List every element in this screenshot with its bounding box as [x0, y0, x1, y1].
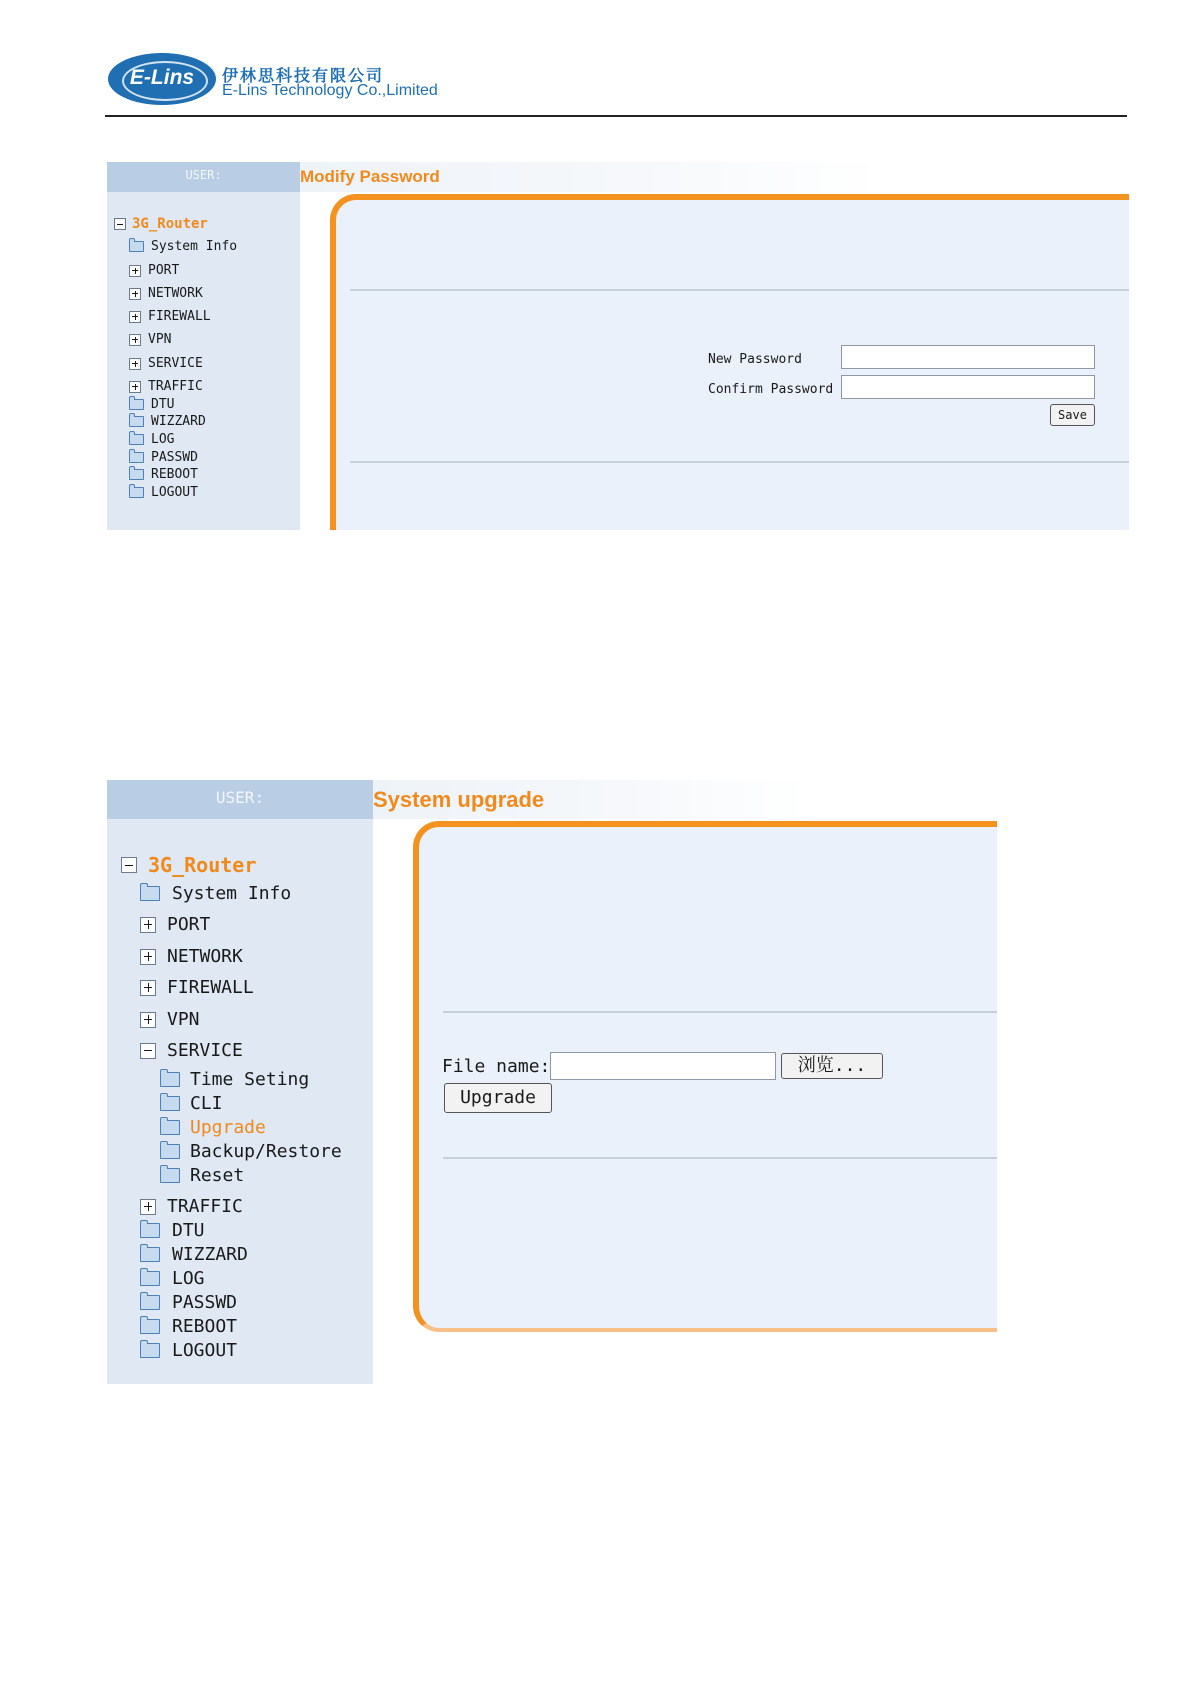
tree-item-label-selected: Upgrade: [190, 1117, 266, 1138]
tree-item-reboot[interactable]: [129, 467, 198, 482]
divider-top: [443, 1011, 997, 1013]
tree-item-log[interactable]: [129, 432, 174, 447]
tree-item-reset[interactable]: [160, 1165, 244, 1186]
company-name-en: E-Lins Technology Co.,Limited: [222, 82, 438, 99]
tree-item-label: VPN: [167, 1009, 200, 1030]
tree-item-network[interactable]: [140, 946, 243, 967]
folder-icon: [129, 434, 144, 445]
company-logo: [108, 53, 216, 105]
company-name-cn: 伊林思科技有限公司: [222, 66, 385, 85]
tree-item-label: NETWORK: [148, 286, 203, 301]
tree-item-vpn[interactable]: [129, 332, 171, 347]
collapse-icon[interactable]: [114, 218, 126, 230]
expand-icon[interactable]: [140, 1199, 156, 1215]
sidebar-tree: [107, 819, 373, 1384]
tree-root-3g-router[interactable]: [114, 216, 208, 232]
user-bar: [107, 780, 373, 819]
tree-item-upgrade[interactable]: [160, 1117, 266, 1138]
folder-icon: [160, 1120, 180, 1135]
folder-icon: [140, 1247, 160, 1262]
tree-item-system-info[interactable]: [140, 883, 291, 904]
file-name-input[interactable]: [550, 1052, 776, 1080]
folder-icon: [129, 399, 144, 410]
tree-item-passwd[interactable]: [140, 1292, 237, 1313]
folder-icon: [140, 1223, 160, 1238]
tree-item-label: WIZZARD: [151, 414, 206, 429]
folder-icon: [160, 1168, 180, 1183]
tree-item-wizzard[interactable]: [140, 1244, 248, 1265]
folder-icon: [140, 1271, 160, 1286]
tree-item-label: System Info: [172, 883, 292, 904]
file-name-label: File name:: [442, 1056, 551, 1077]
tree-item-logout[interactable]: [140, 1340, 237, 1361]
confirm-password-input[interactable]: [841, 375, 1095, 399]
tree-root-label: 3G_Router: [148, 853, 257, 877]
tree-item-label: DTU: [151, 397, 175, 412]
save-button[interactable]: Save: [1050, 404, 1095, 426]
folder-icon: [129, 452, 144, 463]
divider-bottom: [443, 1157, 997, 1159]
tree-item-service[interactable]: [140, 1040, 243, 1061]
expand-icon[interactable]: [129, 265, 141, 277]
divider-top: [350, 289, 1129, 291]
page-title: System upgrade: [373, 787, 545, 812]
expand-icon[interactable]: [129, 311, 141, 323]
folder-icon: [129, 241, 144, 252]
sidebar-tree: [107, 192, 300, 530]
folder-icon: [129, 487, 144, 498]
tree-item-reboot[interactable]: [140, 1316, 237, 1337]
tree-item-label: CLI: [190, 1093, 223, 1114]
tree-item-label: LOGOUT: [172, 1340, 238, 1361]
tree-item-port[interactable]: [140, 914, 210, 935]
confirm-password-label: Confirm Password: [708, 382, 834, 397]
tree-item-time-seting[interactable]: [160, 1069, 309, 1090]
tree-item-log[interactable]: [140, 1268, 205, 1289]
tree-item-backup-restore[interactable]: [160, 1141, 342, 1162]
tree-root-label: 3G_Router: [132, 216, 208, 232]
tree-item-label: System Info: [151, 239, 238, 254]
folder-icon: [140, 1343, 160, 1358]
tree-item-label: LOG: [151, 432, 175, 447]
tree-item-label: FIREWALL: [148, 309, 211, 324]
tree-item-cli[interactable]: [160, 1093, 223, 1114]
tree-item-label: NETWORK: [167, 946, 243, 967]
user-label: USER:: [185, 168, 222, 182]
expand-icon[interactable]: [129, 288, 141, 300]
tree-item-label: Backup/Restore: [190, 1141, 342, 1162]
expand-icon[interactable]: [129, 358, 141, 370]
tree-item-wizzard[interactable]: [129, 414, 206, 429]
tree-item-label: VPN: [148, 332, 172, 347]
content-panel: [330, 194, 1129, 530]
divider-bottom: [350, 461, 1129, 463]
page-title: Modify Password: [300, 167, 440, 186]
content-area: [373, 819, 997, 1384]
tree-item-label: TRAFFIC: [148, 379, 203, 394]
user-label: USER:: [215, 788, 265, 807]
tree-item-label: PASSWD: [172, 1292, 238, 1313]
user-bar: [107, 162, 300, 192]
tree-item-logout[interactable]: [129, 485, 198, 500]
tree-item-label: REBOOT: [151, 467, 198, 482]
upgrade-button[interactable]: Upgrade: [444, 1083, 552, 1113]
expand-icon[interactable]: [140, 917, 156, 933]
new-password-label: New Password: [708, 352, 802, 367]
tree-item-label: SERVICE: [148, 356, 203, 371]
expand-icon[interactable]: [140, 1012, 156, 1028]
browse-button[interactable]: 浏览...: [781, 1053, 883, 1079]
content-area: [300, 192, 1129, 530]
expand-icon[interactable]: [140, 949, 156, 965]
tree-item-service[interactable]: [129, 356, 203, 371]
header-divider: [105, 115, 1127, 117]
folder-icon: [129, 416, 144, 427]
tree-item-label: REBOOT: [172, 1316, 238, 1337]
tree-item-label: PORT: [148, 263, 180, 278]
collapse-icon[interactable]: [121, 857, 137, 873]
expand-icon[interactable]: [129, 381, 141, 393]
folder-icon: [140, 1319, 160, 1334]
tree-item-firewall[interactable]: [140, 977, 254, 998]
tree-item-vpn[interactable]: [140, 1009, 200, 1030]
tree-item-label: FIREWALL: [167, 977, 254, 998]
tree-item-label: Time Seting: [190, 1069, 310, 1090]
tree-item-label: LOG: [172, 1268, 205, 1289]
folder-icon: [140, 886, 160, 901]
tree-item-firewall[interactable]: [129, 309, 211, 324]
tree-item-network[interactable]: [129, 286, 203, 301]
screenshot-system-upgrade: [107, 780, 997, 1384]
tree-item-label: DTU: [172, 1220, 205, 1241]
tree-item-label: TRAFFIC: [167, 1196, 243, 1217]
tree-item-dtu[interactable]: [129, 397, 174, 412]
content-panel: [413, 821, 997, 1332]
tree-item-traffic[interactable]: [129, 379, 203, 394]
tree-item-label: WIZZARD: [172, 1244, 248, 1265]
logo-text: E-Lins: [129, 66, 195, 89]
tree-item-dtu[interactable]: [140, 1220, 205, 1241]
folder-icon: [160, 1144, 180, 1159]
new-password-input[interactable]: [841, 345, 1095, 369]
tree-item-port[interactable]: [129, 263, 179, 278]
page-title-bar: [300, 162, 1129, 192]
page-title-bar: [373, 780, 997, 819]
collapse-icon[interactable]: [140, 1043, 156, 1059]
folder-icon: [160, 1072, 180, 1087]
screenshot-modify-password: [107, 162, 1129, 530]
tree-item-passwd[interactable]: [129, 450, 198, 465]
tree-root-3g-router[interactable]: [121, 853, 256, 877]
folder-icon: [160, 1096, 180, 1111]
tree-item-label: SERVICE: [167, 1040, 243, 1061]
tree-item-label: LOGOUT: [151, 485, 198, 500]
tree-item-label: PASSWD: [151, 450, 198, 465]
folder-icon: [140, 1295, 160, 1310]
tree-item-traffic[interactable]: [140, 1196, 243, 1217]
tree-item-label: PORT: [167, 914, 211, 935]
tree-item-system-info[interactable]: [129, 239, 237, 254]
expand-icon[interactable]: [140, 980, 156, 996]
tree-item-label: Reset: [190, 1165, 245, 1186]
folder-icon: [129, 469, 144, 480]
expand-icon[interactable]: [129, 334, 141, 346]
